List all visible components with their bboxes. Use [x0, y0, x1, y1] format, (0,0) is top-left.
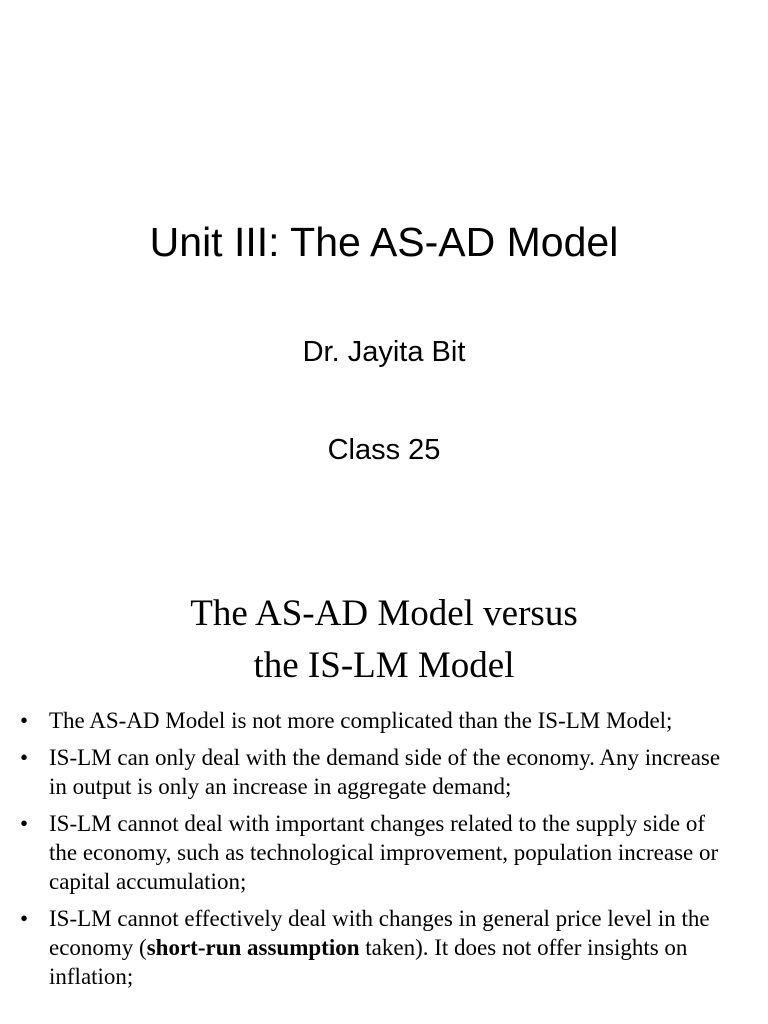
bullet-text-part: IS-LM cannot effectively deal with changes in general price level in the economy ( — [49, 906, 710, 960]
slide-title: Unit III: The AS-AD Model — [149, 219, 619, 265]
bullet-item — [20, 904, 728, 991]
bullet-text: The AS-AD Model is not more complicated than the IS-LM Model; — [49, 708, 673, 733]
bullet-emphasis: short-run assumption — [146, 935, 360, 960]
bullet-list — [20, 706, 728, 999]
bullet-item — [20, 706, 728, 735]
bullet-icon: • — [20, 811, 29, 836]
bullet-icon: • — [20, 906, 29, 931]
bullet-item — [20, 809, 728, 896]
slide-heading-line-1: The AS-AD Model versus — [190, 593, 578, 634]
bullet-text: IS-LM cannot deal with important changes related to the supply side of the economy, such as technological improvement, population increase or capital accumulation; — [49, 811, 719, 894]
bullet-icon: • — [20, 745, 29, 770]
content-slide — [0, 560, 768, 1024]
bullet-item — [20, 743, 728, 801]
bullet-text: IS-LM can only deal with the demand side of the economy. Any increase in output is only an increase in aggregate demand; — [49, 745, 721, 799]
slide-heading-line-2: the IS-LM Model — [253, 645, 515, 686]
class-label: Class 25 — [327, 434, 441, 466]
bullet-icon: • — [20, 708, 29, 733]
slide-heading — [0, 588, 768, 692]
author-name: Dr. Jayita Bit — [302, 336, 466, 368]
bullet-text — [49, 906, 710, 989]
bullet-text-part: taken). It does not offer insights on inflation; — [49, 935, 688, 989]
